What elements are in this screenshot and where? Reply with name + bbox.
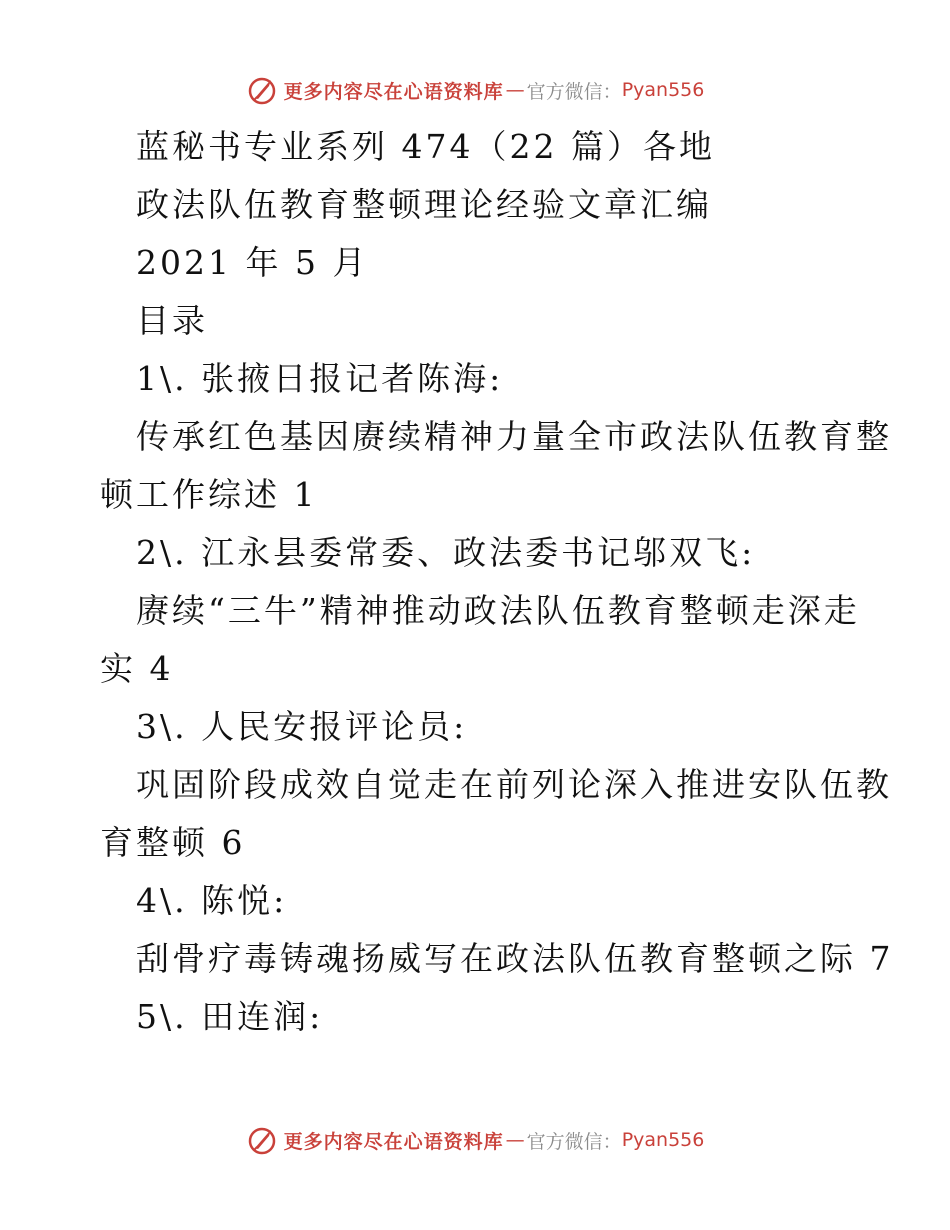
watermark-wechat-id: Pyan556 — [621, 79, 705, 101]
watermark-text: 更多内容尽在心语资料库 — [283, 1130, 504, 1153]
document-body — [100, 118, 894, 1046]
doc-title-line-1: 蓝秘书专业系列 474（22 篇）各地 — [136, 127, 715, 166]
watermark-wechat-label: 官方微信： — [526, 80, 622, 103]
toc-entry-title: 传承红色基因赓续精神力量全市政法队伍教育整 — [136, 417, 892, 456]
quill-logo-icon — [246, 1124, 278, 1156]
doc-title-line-2: 政法队伍教育整顿理论经验文章汇编 — [136, 185, 712, 224]
toc-entry-author: 4\. 陈悦: — [136, 881, 288, 920]
toc-entry-title: 巩固阶段成效自觉走在前列论深入推进安队伍教 — [136, 765, 892, 804]
toc-entry-author: 5\. 田连润: — [136, 997, 324, 1036]
toc-heading: 目录 — [136, 301, 208, 340]
toc-entry-author: 2\. 江永县委常委、政法委书记邬双飞: — [136, 533, 756, 572]
watermark-separator: — — [505, 1129, 525, 1151]
watermark-text: 更多内容尽在心语资料库 — [283, 80, 504, 103]
quill-logo-icon — [246, 74, 278, 106]
footer-watermark — [0, 1120, 950, 1160]
header-watermark — [0, 70, 950, 110]
doc-date: 2021 年 5 月 — [136, 243, 369, 282]
toc-entry-title-continued: 实 4 — [100, 649, 174, 688]
watermark-wechat-label: 官方微信： — [526, 1130, 622, 1153]
toc-entry-author: 1\. 张掖日报记者陈海: — [136, 359, 504, 398]
watermark-wechat-id: Pyan556 — [621, 1129, 705, 1151]
toc-entry-title-continued: 顿工作综述 1 — [100, 475, 318, 514]
toc-entry-title: 刮骨疗毒铸魂扬威写在政法队伍教育整顿之际 7 — [136, 939, 894, 978]
watermark-separator: — — [505, 79, 525, 101]
toc-entry-title-continued: 育整顿 6 — [100, 823, 246, 862]
toc-entry-author: 3\. 人民安报评论员: — [136, 707, 468, 746]
toc-entry-title: 赓续“三牛”精神推动政法队伍教育整顿走深走 — [136, 591, 860, 630]
